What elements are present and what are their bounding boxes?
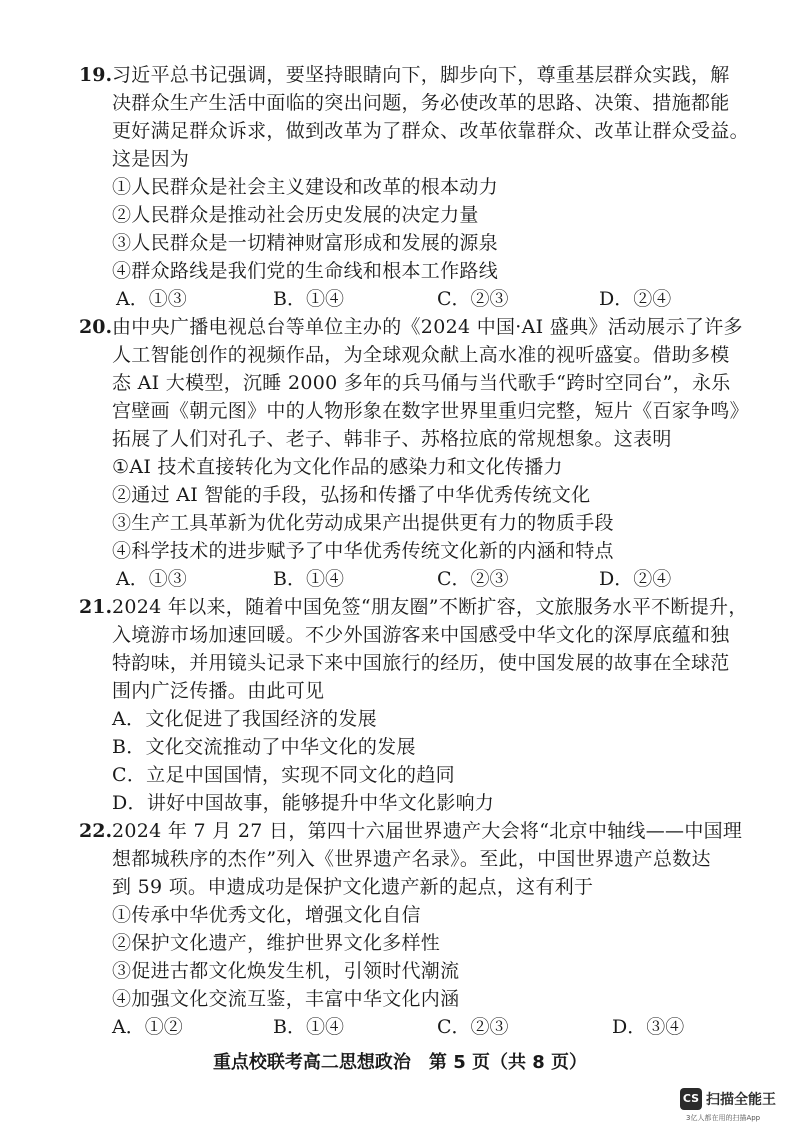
choice-a: A．①③ — [116, 288, 187, 310]
stem-line: 态 AI 大模型，沉睡 2000 多年的兵马俑与当代歌手“跨时空同台”，永乐 — [112, 372, 731, 394]
stem-line: 想都城秩序的杰作”列入《世界遗产名录》。至此，中国世界遗产总数达 — [112, 848, 711, 870]
scanner-watermark — [680, 1086, 792, 1126]
stem-line: 更好满足群众诉求，做到改革为了群众、改革依靠群众、改革让群众受益。 — [112, 120, 749, 142]
stem-line: 由中央广播电视总台等单位主办的《2024 中国·AI 盛典》活动展示了许多 — [112, 316, 743, 338]
stem-line: 入境游市场加速回暖。不少外国游客来中国感受中华文化的深厚底蕴和独 — [112, 624, 730, 646]
statement: ③促进古都文化焕发生机，引领时代潮流 — [112, 960, 460, 982]
statement: ①人民群众是社会主义建设和改革的根本动力 — [112, 176, 499, 198]
camscanner-logo-icon: CS — [680, 1088, 702, 1110]
statement: ②保护文化遗产，维护世界文化多样性 — [112, 932, 441, 954]
choice-b: B．①④ — [273, 288, 344, 310]
watermark-name: 扫描全能王 — [706, 1092, 776, 1108]
choice-c: C．②③ — [437, 568, 509, 590]
question-number: 21. — [79, 596, 113, 618]
stem-line: 宫壁画《朝元图》中的人物形象在数字世界里重归完整，短片《百家争鸣》 — [112, 400, 749, 422]
watermark-tagline: 3亿人都在用的扫描App — [686, 1114, 761, 1122]
stem-line: 特韵味，并用镜头记录下来中国旅行的经历，使中国发展的故事在全球范 — [112, 652, 730, 674]
stem-line: 决群众生产生活中面临的突出问题，务必使改革的思路、决策、措施都能 — [112, 92, 730, 114]
statement: ③生产工具革新为优化劳动成果产出提供更有力的物质手段 — [112, 512, 614, 534]
statement: ①AI 技术直接转化为文化作品的感染力和文化传播力 — [112, 456, 563, 478]
stem-line: 2024 年 7 月 27 日，第四十六届世界遗产大会将“北京中轴线——中国理 — [112, 820, 743, 842]
statement: ③人民群众是一切精神财富形成和发展的源泉 — [112, 232, 499, 254]
choice-b: B．①④ — [273, 568, 344, 590]
stem-line: 拓展了人们对孔子、老子、韩非子、苏格拉底的常规想象。这表明 — [112, 428, 672, 450]
statement: ④加强文化交流互鉴，丰富中华文化内涵 — [112, 988, 460, 1010]
option-b: B．文化交流推动了中华文化的发展 — [112, 736, 416, 758]
choice-b: B．①④ — [273, 1016, 344, 1038]
statement: ②人民群众是推动社会历史发展的决定力量 — [112, 204, 479, 226]
question-number: 22. — [79, 820, 113, 842]
choice-d: D．③④ — [612, 1016, 685, 1038]
choice-d: D．②④ — [599, 288, 672, 310]
choice-c: C．②③ — [437, 1016, 509, 1038]
stem-line: 围内广泛传播。由此可见 — [112, 680, 325, 702]
statement: ①传承中华优秀文化，增强文化自信 — [112, 904, 421, 926]
statement: ④群众路线是我们党的生命线和根本工作路线 — [112, 260, 499, 282]
option-a: A．文化促进了我国经济的发展 — [112, 708, 377, 730]
choice-c: C．②③ — [437, 288, 509, 310]
option-c: C．立足中国国情，实现不同文化的趋同 — [112, 764, 455, 786]
choice-a: A．①③ — [116, 568, 187, 590]
page-footer: 重点校联考高二思想政治 第 5 页（共 8 页） — [212, 1052, 588, 1073]
stem-line: 到 59 项。申遗成功是保护文化遗产新的起点，这有利于 — [112, 876, 594, 898]
choice-d: D．②④ — [599, 568, 672, 590]
question-number: 19. — [79, 64, 113, 86]
stem-line: 人工智能创作的视频作品，为全球观众献上高水准的视听盛宴。借助多模 — [112, 344, 730, 366]
stem-line: 2024 年以来，随着中国免签“朋友圈”不断扩容，文旅服务水平不断提升， — [112, 596, 748, 618]
stem-line: 这是因为 — [112, 148, 190, 170]
statement: ④科学技术的进步赋予了中华优秀传统文化新的内涵和特点 — [112, 540, 614, 562]
stem-line: 习近平总书记强调，要坚持眼睛向下，脚步向下，尊重基层群众实践，解 — [112, 64, 730, 86]
option-d: D．讲好中国故事，能够提升中华文化影响力 — [112, 792, 495, 814]
question-number: 20. — [79, 316, 113, 338]
statement: ②通过 AI 智能的手段，弘扬和传播了中华优秀传统文化 — [112, 484, 591, 506]
choice-a: A．①② — [112, 1016, 183, 1038]
